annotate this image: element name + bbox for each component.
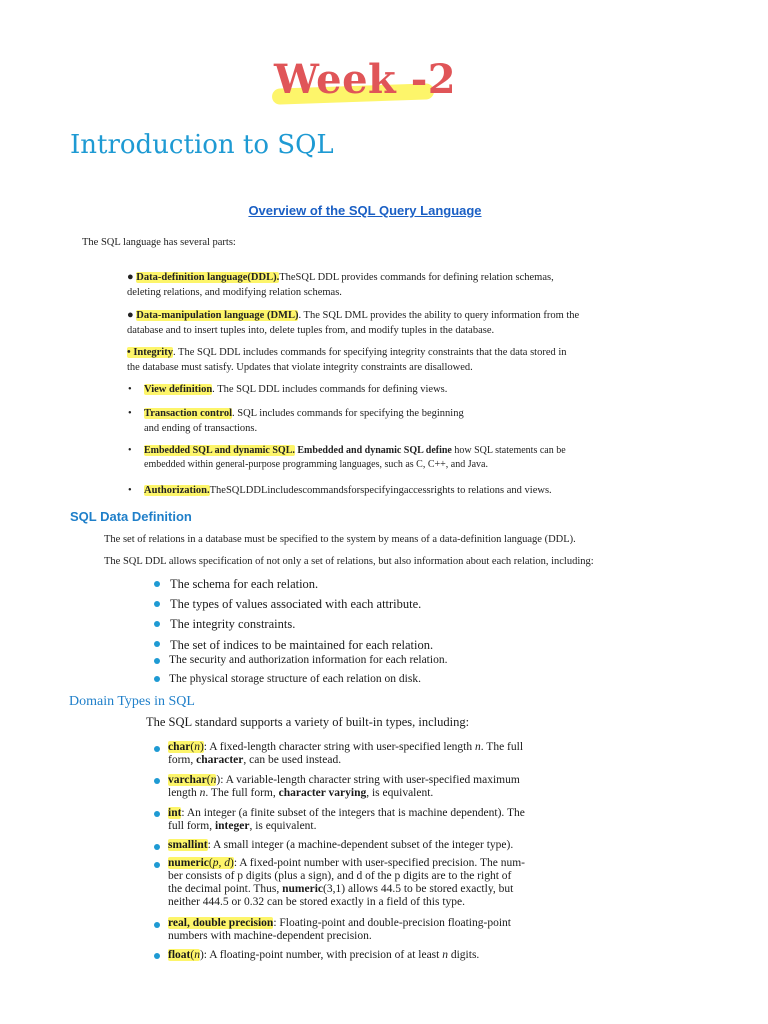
text: : A small integer (a machine-dependent subset of the integer type). [207,839,514,851]
bullet-icon [154,676,160,682]
arg: n [194,741,200,753]
bullet-icon [154,778,160,784]
bullet-icon: • [128,408,132,419]
part-integrity [127,345,647,375]
part-term: Embedded SQL and dynamic SQL. [144,445,295,456]
text: numbers with machine-dependent precision. [168,930,372,942]
part-term: Authorization. [144,485,210,496]
part-term: • Integrity [127,347,173,358]
bullet-icon: • [128,384,132,395]
sql-def-paragraph-2: The SQL DDL allows specification of not only a set of relations, but also information about each relation, including: [104,556,594,567]
sql-def-item: The types of values associated with each attribute. [170,597,422,611]
bullet-icon: ● [127,309,134,321]
part-text-cont: deleting relations, and modifying relation schemas. [127,287,342,298]
bullet-icon [154,862,160,868]
section-heading-domain-types: Domain Types in SQL [69,694,195,709]
bullet-icon [154,844,160,850]
part-text: TheSQL DDL provides commands for defining relation schemas, [279,272,554,283]
sql-def-item: The schema for each relation. [170,577,319,591]
keyword: varchar [168,774,207,786]
section-heading-intro: Introduction to SQL [70,130,334,160]
bullet-icon: ● [127,271,134,283]
keyword: character varying [278,787,367,799]
part-authorization [128,483,648,498]
text: ): A variable-length character string with user-specified maximum [216,774,520,786]
text: : A fixed-length character string with user-specified length [203,741,476,753]
domain-item-smallint [168,839,598,852]
sql-def-item: The integrity constraints. [170,617,296,631]
text: length [168,787,200,799]
intro-line: The SQL language has several parts: [82,237,236,248]
domain-item-real [168,917,598,943]
arg: n [475,741,481,753]
part-term: View definition [144,384,213,395]
bullet-icon [154,746,160,752]
keyword: numeric [168,857,209,869]
sql-def-item: The set of indices to be maintained for each relation. [170,638,434,652]
part-text: how SQL statements can be [451,445,566,456]
text: digits. [447,949,480,961]
part-text: . SQL includes commands for specifying the beginning [231,408,464,419]
domain-item-float: float(n): A floating-point number, with precision of at least n digits. [168,949,480,961]
text: form, [168,754,197,766]
part-text: . The SQL DDL includes commands for defining views. [212,384,448,395]
overview-heading: Overview of the SQL Query Language [248,203,482,218]
keyword: float [168,949,191,961]
keyword: real, double precision [168,917,274,929]
bullet-icon [154,922,160,928]
part-text-cont: and ending of transactions. [144,423,258,434]
text: ): A floating-point number, with precision of at least [199,949,443,961]
keyword: integer [214,820,250,832]
bullet-icon: • [128,445,132,456]
part-embedded [128,444,648,472]
text: (3,1) allows 44.5 to be stored exactly, but [323,883,514,895]
domain-item-numeric: numeric(p, d): A fixed-point number with user-specified precision. The num- ber consists of p digits (plus a sign), and d of the p digits are to the right of the decimal point. Thus, numeric(3,1) allows 44.5 to be stored exactly, but neither 444.5 or 0.32 can be stored exactly in a field of this type. [168,857,525,908]
part-text: TheSQLDDLincludescommandsforspecifyingaccessrights to relations and views. [209,485,552,496]
text: neither 444.5 or 0.32 can be stored exactly in a field of this type. [168,896,465,908]
text: the decimal point. Thus, [168,883,283,895]
text: , is equivalent. [249,820,317,832]
part-term-text: Integrity [133,347,173,358]
part-text: . The SQL DML provides the ability to query information from the [298,310,580,321]
arg: n [194,949,200,961]
part-term: Data-definition language(DDL). [136,272,280,283]
bullet-icon [154,601,160,607]
sql-def-item: The security and authorization information for each relation. [169,654,448,666]
bullet-icon [154,641,160,647]
part-text-cont: database and to insert tuples into, delete tuples from, and modify tuples in the database. [127,325,495,336]
arg: n [442,949,448,961]
domain-item-varchar: varchar(n): A variable-length character string with user-specified maximum length n. The full form, character varying, is equivalent. [168,774,520,799]
sql-def-paragraph-1: The set of relations in a database must be specified to the system by means of a data-definition language (DDL). [104,534,576,545]
part-ddl [127,270,647,300]
text: . The full form, [205,787,279,799]
bullet-icon: • [128,485,132,496]
domain-item-char: char(n): A fixed-length character string with user-specified length n. The full form, character, can be used instead. [168,741,524,766]
part-text-cont: the database must satisfy. Updates that violate integrity constraints are disallowed. [127,362,473,373]
keyword: smallint [168,839,208,851]
sql-def-item: The physical storage structure of each relation on disk. [169,673,421,685]
part-term: Data-manipulation language (DML) [136,310,299,321]
keyword: numeric [282,883,324,895]
arg: p, d [212,857,230,869]
part-transaction [128,406,648,436]
part-text: . The SQL DDL includes commands for specifying integrity constraints that the data stored in [172,347,567,358]
part-dml [127,308,647,338]
part-term: Transaction control [144,408,232,419]
text: : Floating-point and double-precision floating-point [273,917,511,929]
keyword: char [168,741,191,753]
domain-item-int [168,807,598,833]
part-text-cont: embedded within general-purpose programming languages, such as C, C++, and Java. [144,459,488,470]
page-title: Week -2 [274,56,457,103]
part-view [128,382,648,397]
arg: n [210,774,217,786]
bullet-icon [154,658,160,664]
arg: n [199,787,206,799]
text: ber consists of p digits (plus a sign), and d of the p digits are to the right of [168,870,512,882]
text: , can be used instead. [243,754,342,766]
bullet-icon [154,581,160,587]
text: , is equivalent. [366,787,434,799]
text: . The full [480,741,524,753]
text: full form, [168,820,215,832]
bullet-icon [154,953,160,959]
bullet-icon [154,811,160,817]
section-heading-sql-data-definition: SQL Data Definition [70,509,192,524]
text: : An integer (a finite subset of the integers that is machine dependent). The [181,807,525,819]
keyword: character [196,754,244,766]
part-text-bold: Embedded and dynamic SQL define [294,445,452,456]
text: : A fixed-point number with user-specified precision. The num- [233,857,525,869]
bullet-icon [154,621,160,627]
keyword: int [168,807,182,819]
domain-intro: The SQL standard supports a variety of built-in types, including: [146,715,470,729]
